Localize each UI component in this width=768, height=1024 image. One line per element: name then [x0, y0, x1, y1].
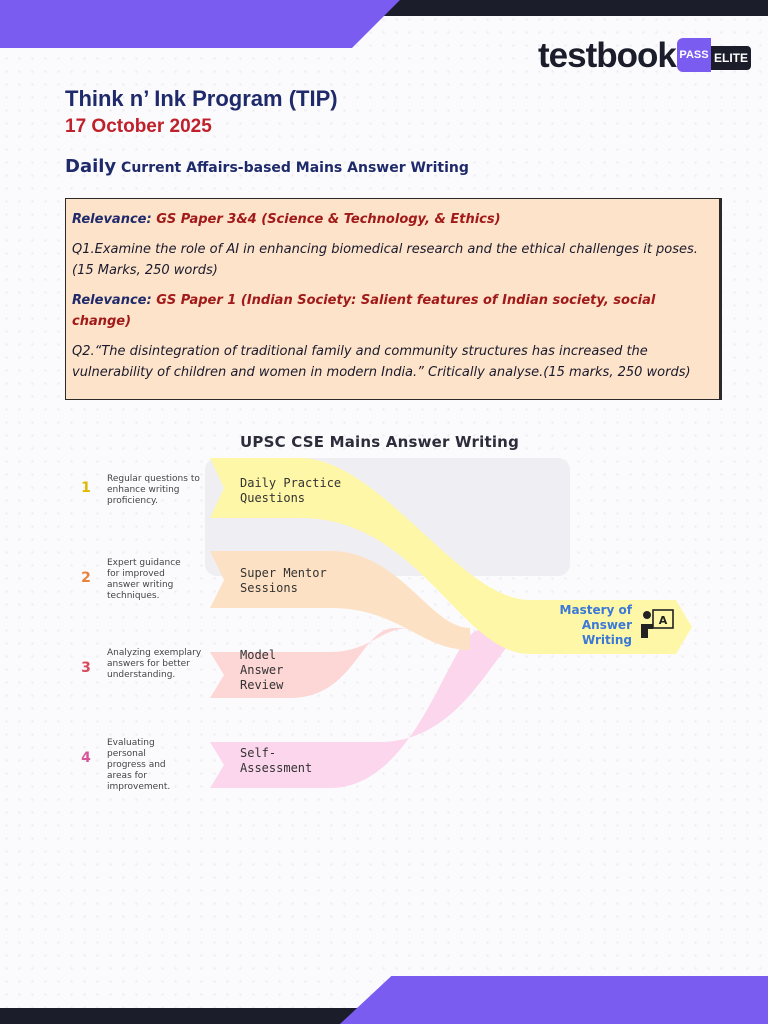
page-date: 17 October 2025: [65, 116, 212, 137]
relevance-line-1: [72, 209, 713, 230]
subtitle-lead: Daily: [65, 156, 117, 177]
page-title: Think n’ Ink Program (TIP): [65, 86, 338, 111]
step-number-4: 4: [81, 750, 91, 766]
relevance-label: Relevance:: [72, 212, 152, 227]
step-label-3: Model Answer Review: [240, 648, 284, 692]
step-description-1: Regular questions to enhance writing proficiency.: [107, 474, 200, 506]
questions-box: [65, 198, 722, 400]
header-purple-band: [0, 0, 400, 48]
step-number-2: 2: [81, 570, 91, 586]
step-description-2: Expert guidance for improved answer writing techniques.: [107, 558, 181, 601]
question-2: Q2.“The disintegration of traditional family and community structures has increased the vulnerability of children and women in modern India.” Critically analyse.(15 marks, 250 words): [72, 344, 691, 380]
brand-badge-pass: PASS: [677, 38, 711, 72]
relevance-label: Relevance:: [72, 293, 152, 308]
question-1: Q1.Examine the role of AI in enhancing biomedical research and the ethical challenges it poses.(15 Marks, 250 words): [72, 242, 698, 278]
step-number-3: 3: [81, 660, 91, 676]
step-number-1: 1: [81, 480, 91, 496]
goal-label: Mastery of Answer Writing: [559, 603, 632, 647]
step-label-4: Self-Assessment: [240, 746, 313, 775]
relevance-value: GS Paper 1 (Indian Society: Salient features of Indian society, social change): [72, 293, 656, 329]
subtitle-rest: Current Affairs-based Mains Answer Writing: [116, 160, 469, 176]
brand-logo-text: testbook: [538, 36, 676, 75]
step-description-4: Evaluating personal progress and areas for improvement.: [107, 738, 171, 792]
relevance-line-2: [72, 290, 713, 332]
step-label-1: Daily Practice Questions: [240, 476, 342, 505]
step-description-3: Analyzing exemplary answers for better understanding.: [107, 648, 202, 680]
svg-text:A: A: [658, 614, 668, 627]
brand-badge-elite: ELITE: [711, 46, 751, 70]
diagram-title: UPSC CSE Mains Answer Writing: [240, 433, 520, 451]
footer-purple-band: [340, 976, 768, 1024]
step-label-2: Super Mentor Sessions: [240, 566, 327, 595]
page-subtitle: [65, 156, 469, 177]
relevance-value: GS Paper 3&4 (Science & Technology, & Ethics): [151, 212, 501, 227]
